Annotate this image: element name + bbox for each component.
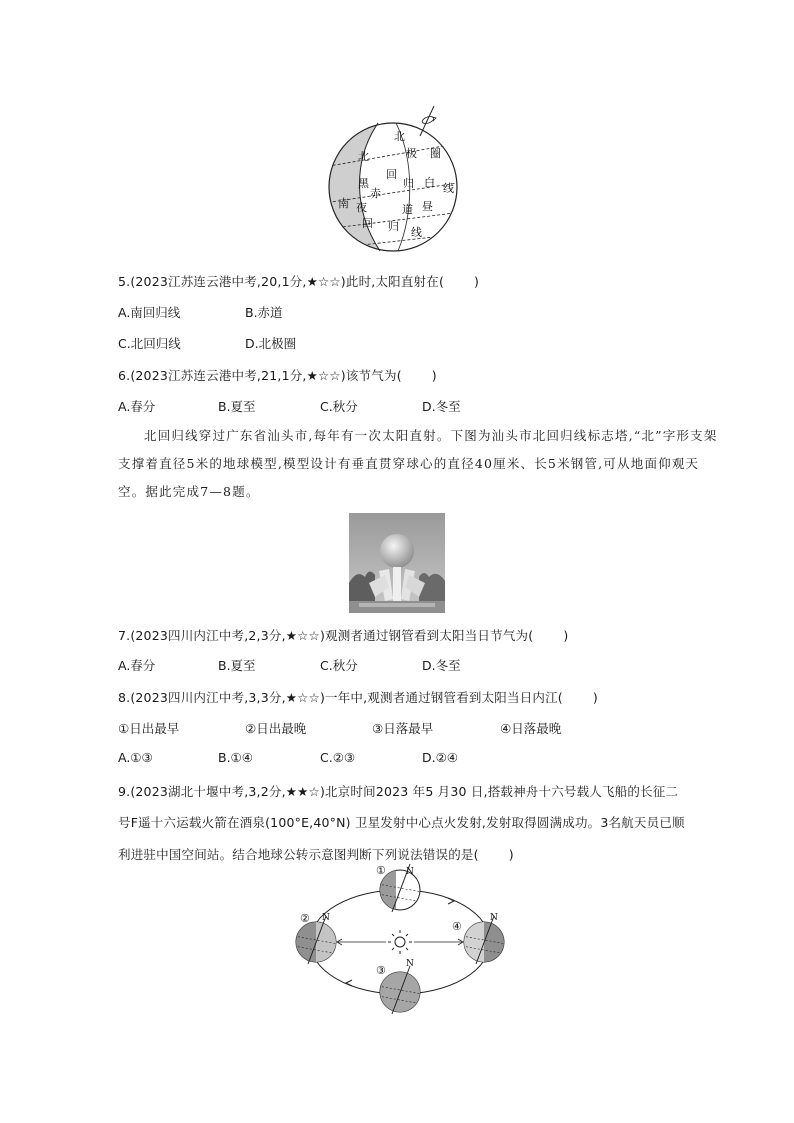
label: 北 — [394, 130, 405, 143]
label: 线 — [411, 226, 422, 239]
question-9-line: 号F遥十六运载火箭在酒泉(100°E,40°N) 卫星发射中心点火发射,发射取得圆满成功。3名航天员已顺 — [118, 815, 685, 830]
q8-item-1: ①日出最早 — [118, 721, 180, 736]
q5-option-c[interactable]: C.北回归线 — [118, 336, 181, 351]
reading-passage — [118, 422, 718, 506]
question-5-stem: 5.(2023江苏连云港中考,20,1分,★☆☆)此时,太阳直射在( ) — [118, 274, 480, 289]
passage-line: 空。据此完成7—8题。 — [118, 484, 260, 499]
label: 北 — [358, 150, 369, 163]
label: 线 — [443, 182, 454, 195]
q5-option-a[interactable]: A.南回归线 — [118, 305, 181, 320]
label: 南 — [338, 197, 349, 210]
label: 昼 — [422, 200, 433, 213]
label: 白 — [424, 176, 435, 189]
label: 赤 — [370, 187, 381, 200]
q6-option-d[interactable]: D.冬至 — [422, 399, 461, 414]
position-label-3: ③ — [376, 964, 386, 977]
passage-line: 北回归线穿过广东省汕头市,每年有一次太阳直射。下图为汕头市北回归线标志塔,“北”字形支架 — [144, 428, 718, 443]
north-label: N — [406, 867, 414, 877]
label: 夜 — [356, 201, 367, 214]
q5-option-d[interactable]: D.北极圈 — [245, 336, 297, 351]
label: 回 — [386, 168, 397, 181]
q7-option-a[interactable]: A.春分 — [118, 658, 156, 673]
passage-line: 支撑着直径5米的地球模型,模型设计有垂直贯穿球心的直径40厘米、长5米钢管,可从地面仰观天 — [118, 456, 700, 471]
question-8-stem: 8.(2023四川内江中考,3,3分,★☆☆)一年中,观测者通过钢管看到太阳当日内江( ) — [118, 690, 598, 705]
earth-revolution-diagram — [288, 862, 512, 1018]
q7-option-d[interactable]: D.冬至 — [422, 658, 461, 673]
label: 归 — [388, 220, 399, 233]
earth-position-4 — [462, 916, 506, 964]
question-9-line: 利进驻中国空间站。结合地球公转示意图判断下列说法错误的是( ) — [118, 847, 514, 862]
question-9-line: 9.(2023湖北十堰中考,3,2分,★★☆)北京时间2023 年5 月30 日,搭载神舟十六号载人飞船的长征二 — [118, 784, 679, 799]
q5-option-b[interactable]: B.赤道 — [245, 305, 283, 320]
q7-option-c[interactable]: C.秋分 — [320, 658, 358, 673]
north-label: N — [406, 959, 414, 969]
label: 极 — [406, 147, 417, 160]
q6-option-a[interactable]: A.春分 — [118, 399, 156, 414]
q6-option-c[interactable]: C.秋分 — [320, 399, 358, 414]
globe-day-night-figure — [318, 100, 478, 262]
q8-item-4: ④日落最晚 — [500, 721, 562, 736]
label: 道 — [402, 203, 413, 216]
label: 归 — [403, 177, 414, 190]
question-7-stem: 7.(2023四川内江中考,2,3分,★☆☆)观测者通过钢管看到太阳当日节气为( ) — [118, 628, 569, 643]
q8-option-a[interactable]: A.①③ — [118, 750, 153, 765]
q8-item-2: ②日出最晚 — [245, 721, 307, 736]
q6-option-b[interactable]: B.夏至 — [218, 399, 256, 414]
q8-item-3: ③日落最早 — [372, 721, 434, 736]
position-label-2: ② — [300, 912, 310, 925]
q8-option-b[interactable]: B.①④ — [218, 750, 253, 765]
position-label-1: ① — [376, 864, 386, 877]
globe-model — [380, 534, 414, 568]
q8-option-c[interactable]: C.②③ — [320, 750, 356, 765]
q7-option-b[interactable]: B.夏至 — [218, 658, 256, 673]
north-label: N — [490, 913, 498, 923]
label: 圈 — [430, 147, 441, 160]
sun-icon — [388, 930, 412, 954]
north-label: N — [322, 913, 330, 923]
label: 回 — [362, 217, 373, 230]
tropic-landmark-photo — [349, 513, 445, 613]
question-6-stem: 6.(2023江苏连云港中考,21,1分,★☆☆)该节气为( ) — [118, 368, 437, 383]
q8-option-d[interactable]: D.②④ — [422, 750, 459, 765]
label: 黑 — [358, 177, 369, 190]
position-label-4: ④ — [452, 920, 462, 933]
